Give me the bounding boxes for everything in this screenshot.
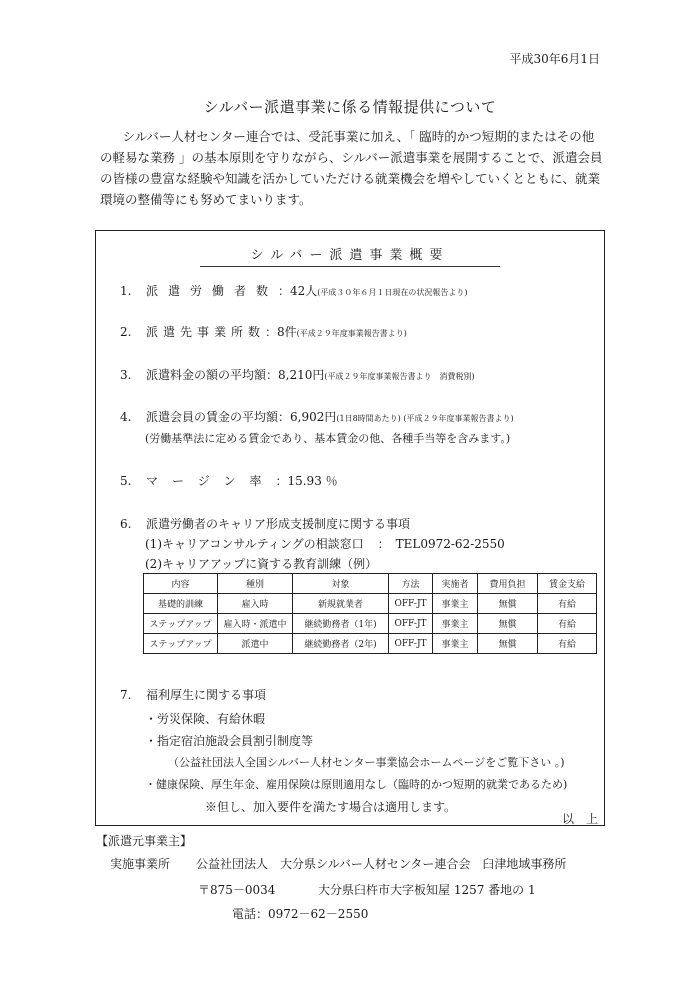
- item-4-detail: (労働基準法に定める賃金であり、基本賃金の他、各種手当等を含みます。): [145, 432, 511, 445]
- item-value: ：8件: [265, 325, 297, 339]
- career-consulting-label: (1)キャリアコンサルティングの相談窓口: [145, 537, 364, 551]
- item-note: (平成３０年６月１日現在の状況報告より): [317, 288, 468, 297]
- item-number: 2.: [120, 325, 132, 339]
- table-row: [144, 594, 597, 614]
- table-cell: 雇入時: [218, 594, 293, 614]
- item-label: 派遣先事業所数: [146, 325, 266, 339]
- table-cell: 新規就業者: [293, 594, 389, 614]
- item-label: 派遣労働者数: [146, 284, 279, 298]
- summary-item-6: [120, 515, 410, 532]
- career-consulting-line: [145, 535, 505, 552]
- table-cell: ステップアップ: [144, 634, 218, 654]
- item-number: 3.: [120, 368, 132, 382]
- table-cell: 継続勤務者（2年): [293, 634, 389, 654]
- table-header-cell: 実施者: [433, 574, 478, 594]
- footer-org: 公益社団法人 大分県シルバー人材センター連合会 臼津地域事務所: [196, 857, 567, 871]
- table-header-cell: 種別: [218, 574, 293, 594]
- table-cell: 事業主: [433, 614, 478, 634]
- table-cell: 基礎的訓練: [144, 594, 218, 614]
- end-mark: 以 上: [562, 812, 599, 826]
- table-header-cell: 対象: [293, 574, 389, 594]
- item-label: 福利厚生に関する事項: [146, 688, 267, 702]
- item-label: マージン率: [146, 474, 276, 488]
- item-note: (平成２９年度事業報告書より 消費税別): [324, 372, 475, 381]
- intro-text: シルバー人材センター連合では、受託事業に加え、「 臨時的かつ短期的またはその他の軽易な業務 」の基本原則を守りながら、シルバー派遣事業を展開することで、派遣会員の皆様の豊富な経験や知識を活かしていただける就業機会を増やしていくとともに、就業環境の整備等にも努めてまいります。: [100, 129, 603, 207]
- table-cell: 無償: [478, 614, 538, 634]
- career-consulting-phone: ： TEL0972-62-2550: [377, 537, 505, 551]
- table-cell: 派遣中: [218, 634, 293, 654]
- table-cell: 継続勤務者（1年): [293, 614, 389, 634]
- item-number: 4.: [120, 410, 132, 424]
- item-label: 派遣会員の賃金の平均額: [146, 410, 279, 424]
- intro-paragraph: [100, 126, 605, 210]
- welfare-line: ・健康保険、厚生年金、雇用保険は原則適用なし（臨時的かつ短期的就業であるため): [145, 778, 568, 791]
- item-value: ：42人: [278, 284, 318, 298]
- table-row: [144, 634, 597, 654]
- summary-title: シルバー派遣事業概要: [250, 248, 450, 263]
- summary-item-1: [120, 282, 468, 299]
- table-cell: 無償: [478, 594, 538, 614]
- item-value: ：15.93 ％: [275, 474, 338, 488]
- document-title: シルバー派遣事業に係る情報提供について: [203, 98, 497, 116]
- summary-item-5: [120, 472, 338, 489]
- summary-title-underline: [200, 266, 500, 267]
- table-cell: 無償: [478, 634, 538, 654]
- table-header-cell: 費用負担: [478, 574, 538, 594]
- item-number: 1.: [120, 284, 132, 298]
- item-number: 5.: [120, 474, 132, 488]
- table-header-row: [144, 574, 597, 594]
- item-value: ：8,210円: [266, 368, 325, 382]
- table-cell: OFF-JT: [389, 594, 433, 614]
- footer-address: 大分県臼杵市大字板知屋 1257 番地の 1: [318, 883, 536, 897]
- summary-item-4: [120, 408, 514, 425]
- welfare-line: ・指定宿泊施設会員割引制度等: [145, 734, 314, 748]
- table-cell: 雇入時・派遣中: [218, 614, 293, 634]
- summary-item-3: [120, 366, 475, 383]
- item-note: (1日8時間あたり) (平成２９年度事業報告書より): [336, 414, 514, 423]
- item-note: (平成２９年度事業報告書より): [296, 329, 407, 338]
- table-cell: 事業主: [433, 594, 478, 614]
- table-cell: 有給: [538, 614, 597, 634]
- footer-label: 実施事業所: [110, 857, 171, 871]
- welfare-line: ・労災保険、有給休暇: [145, 712, 266, 726]
- table-header-cell: 内容: [144, 574, 218, 594]
- item-label: 派遣料金の額の平均額: [146, 368, 267, 382]
- item-number: 7.: [120, 688, 132, 702]
- summary-item-2: [120, 323, 407, 340]
- item-number: 6.: [120, 517, 132, 531]
- document-date: 平成30年6月1日: [509, 52, 600, 66]
- table-cell: OFF-JT: [389, 634, 433, 654]
- table-header-cell: 賃金支給: [538, 574, 597, 594]
- table-row: [144, 614, 597, 634]
- table-cell: 有給: [538, 594, 597, 614]
- welfare-line: （公益社団法人全国シルバー人材センター事業協会ホームページをご覧下さい 。): [168, 756, 565, 769]
- item-label: 派遣労働者のキャリア形成支援制度に関する事項: [146, 517, 411, 531]
- table-cell: ステップアップ: [144, 614, 218, 634]
- table-header-cell: 方法: [389, 574, 433, 594]
- footer-postal-code: 〒875－0034: [198, 883, 276, 897]
- item-value: ：6,902円: [278, 410, 337, 424]
- table-cell: 事業主: [433, 634, 478, 654]
- welfare-line: ※但し、加入要件を満たす場合は適用します。: [205, 800, 457, 814]
- table-cell: 有給: [538, 634, 597, 654]
- footer-heading: 【派遣元事業主】: [96, 834, 193, 848]
- career-training-label: (2)キャリアアップに資する教育訓練（例）: [145, 557, 378, 571]
- summary-item-7: [120, 686, 266, 703]
- footer-phone: 電話：0972－62－2550: [232, 907, 369, 921]
- training-table: [143, 573, 597, 654]
- table-cell: OFF-JT: [389, 614, 433, 634]
